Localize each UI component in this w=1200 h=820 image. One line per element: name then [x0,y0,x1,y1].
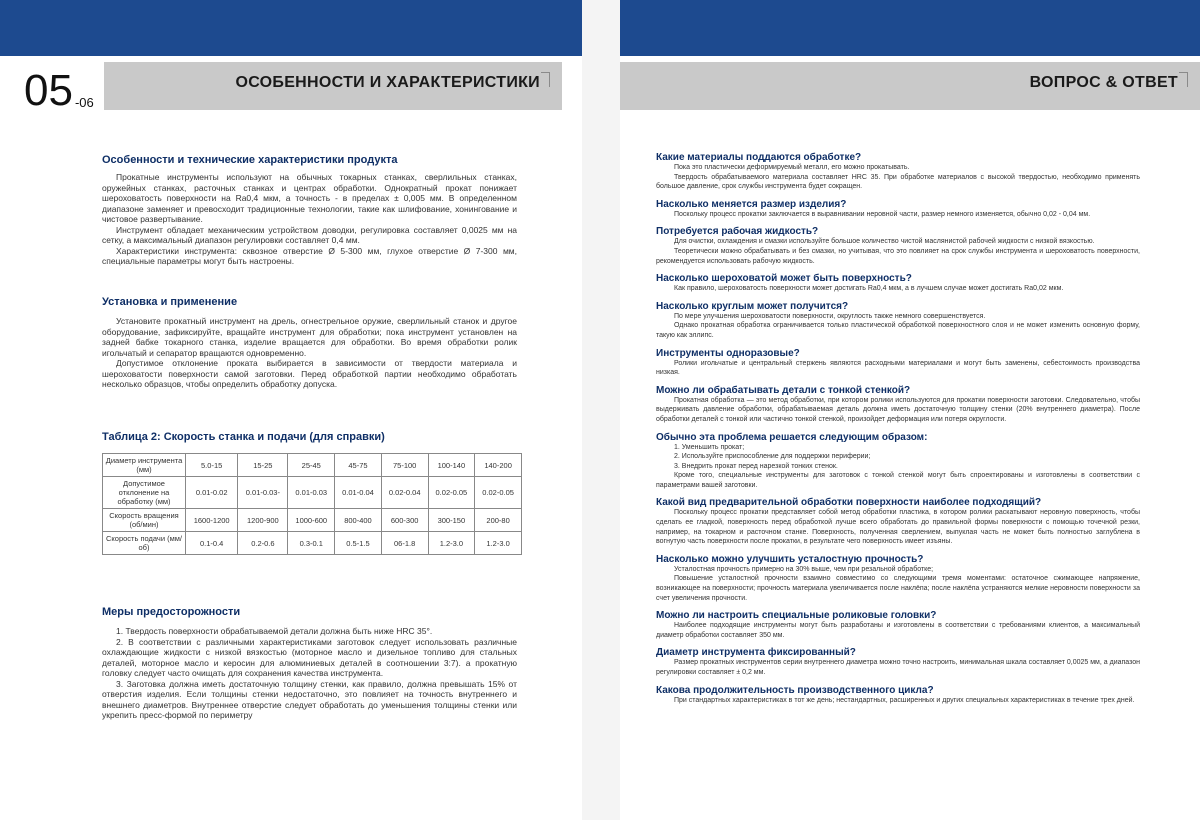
qa-item [656,385,1140,425]
qa-item [656,610,1140,640]
table-cell: 75-100 [381,454,428,477]
qa-answer: Повышение усталостной прочности взаимно совместимо со следующими тремя моментами: остаточное сжимающее напряжение, возникающее на поверхности; прочность материала увеличивается после наклёпа; после наклёпа устраняются мелкие неровности поверхности за счет увеличения прочности. [656,575,1140,602]
qa-question: Какова продолжительность производственного цикла? [656,684,934,696]
table-cell: 600-300 [381,509,428,532]
qa-item [656,432,1140,491]
table-cell: 800-400 [335,509,382,532]
qa-item [656,301,1140,341]
table-cell: 1000-600 [288,509,335,532]
table-row-label: Скорость подачи (мм/об) [103,532,186,555]
table-row [103,509,522,532]
table-cell: 0.02-0.05 [428,477,475,509]
precautions-p3: 3. Заготовка должна иметь достаточную толщину стенки, как правило, должна превышать 15% от отверстия изделия. Если толщины стенки недостаточно, это повлияет на точность внутреннего и внешнего диаметров. Внутреннее отверстие следует обработать до уменьшения толщины стенки или укрепить пресс-формой по периметру [102,678,517,720]
qa-item [656,647,1140,677]
table-row-label: Скорость вращения (об/мин) [103,509,186,532]
left-page [0,0,582,820]
qa-answer: Однако прокатная обработка ограничивается только пластической обработкой поверхностного слоя и не может изменить основную форму, такую как эллипс. [656,322,1140,339]
qa-answer: Прокатная обработка — это метод обработки, при котором ролики используются для прокатки поверхности заготовки. Следовательно, чтобы выдерживать давление обработки, обрабатываемая деталь должна иметь достаточную толщину стенки (20% внутреннего диаметра). После обработки деталей с тонкой или частично тонкой стенкой, произойдет деформация или потеря округлости. [656,396,1140,423]
table-cell: 15-25 [238,454,288,477]
table-cell: 1200-900 [238,509,288,532]
table-cell: 5.0-15 [186,454,238,477]
qa-question: Какие материалы поддаются обработке? [656,152,862,163]
features-section [102,154,517,267]
qa-list [656,152,1140,712]
qa-item [656,226,1140,266]
page-number [24,66,94,116]
table-cell: 300-150 [428,509,475,532]
qa-title: ВОПРОС & ОТВЕТ [1029,74,1178,91]
features-p1: Прокатные инструменты используют на обычных токарных станках, сверлильных станках, оружейных станках, расточных станках и центрах обработки. Однократный прокат понижает шероховатость поверхности на Ra0,4 мкм, а точность - в пределах ± 0,005 мм. В определенном диапазоне заменяет и превосходит традиционные технологии, такие как шлифование, хонингование и чистовое развертывание. [102,172,517,224]
table-cell: 0.01-0.03 [288,477,335,509]
installation-p2: Допустимое отклонение проката выбирается в зависимости от твердости материала и шероховатости поверхности самой заготовки. Перед обработкой партии необходимо обработать несколько образцов, чтобы определить обработку допуска. [102,358,517,389]
qa-question: Можно ли обрабатывать детали с тонкой стенкой? [656,384,911,396]
precautions-section [102,606,517,721]
table-cell: 0.1-0.4 [186,532,238,555]
features-p3: Характеристики инструмента: сквозное отверстие Ø 5-300 мм, глухое отверстие Ø 7-300 мм, специальные параметры могут быть настроены. [102,245,517,266]
qa-answer: Для очистки, охлаждения и смазки используйте большое количество чистой маслянистой рабочей жидкости с низкой вязкостью. [674,238,1095,246]
qa-item [656,273,1140,294]
table-cell: 25-45 [288,454,335,477]
section-header-bar [104,62,562,110]
installation-section [102,296,517,390]
table-row [103,532,522,555]
qa-answer: Ролики игольчатые и центральный стержень являются расходными материалами и могут быть заменены, себестоимость производства низкая. [656,359,1140,377]
qa-item [656,348,1140,378]
qa-answer: Твердость обрабатываемого материала составляет HRC 35. При обработке материалов с высокой твердостью, необходимо применять большое давление, срок службы инструмента будет сокращен. [656,173,1140,191]
corner-mark-icon [541,72,550,87]
table-cell: 200-80 [475,509,522,532]
table-row [103,454,522,477]
features-p2: Инструмент обладает механическим устройством доводки, регулировка составляет 0,0025 мм на сетку, а максимальный диапазон регулировки составляет 0,4 мм. [102,224,517,245]
table-cell: 0.01-0.02 [186,477,238,509]
qa-question: Можно ли настроить специальные роликовые головки? [656,610,937,622]
speed-table-section [102,431,517,555]
qa-question: Насколько круглым может получится? [656,300,849,312]
table-cell: 0.02-0.04 [381,477,428,509]
table-cell: 100-140 [428,454,475,477]
qa-question: Потребуется рабочая жидкость? [656,226,819,238]
table-cell: 1.2-3.0 [475,532,522,555]
table-cell: 1600-1200 [186,509,238,532]
qa-question: Насколько шероховатой может быть поверхность? [656,273,912,285]
qa-answer: Теоретически можно обрабатывать и без смазки, но учитывая, что это повлияет на срок службы инструмента и шероховатость поверхности, рекомендуется использовать рабочую жидкость. [656,247,1140,265]
installation-heading: Установка и применение [102,296,238,308]
table-cell: 0.01-0.04 [335,477,382,509]
qa-question: Диаметр инструмента фиксированный? [656,647,856,659]
qa-answer: 3. Внедрить прокат перед нарезкой тонких стенок. [674,462,838,470]
section-title: ОСОБЕННОСТИ И ХАРАКТЕРИСТИКИ [235,74,540,91]
corner-mark-icon [1179,72,1188,87]
top-color-bar-right [620,0,1200,56]
qa-question: Инструменты одноразовые? [656,347,800,359]
qa-answer: Усталостная прочность примерно на 30% выше, чем при резальной обработке; [674,565,934,573]
qa-answer: Наиболее подходящие инструменты могут быть разработаны и изготовлены в соответствии с требованиями клиентов, а максимальный диаметр обработки составляет 350 мм. [656,622,1140,639]
qa-question: Какой вид предварительной обработки поверхности наиболее подходящий? [656,497,1042,509]
page-gutter [582,0,620,820]
table-row-label: Допустимое отклонение на обработку (мм) [103,477,186,509]
qa-answer: Кроме того, специальные инструменты для заготовок с тонкой стенкой могут быть спроектированы и изготовлены в соответствии с параметрами вашей заготовки. [656,472,1140,489]
qa-answer: Пока это пластически деформируемый металл, его можно прокатывать. [674,164,910,171]
table-cell: 140-200 [475,454,522,477]
table-cell: 0.5-1.5 [335,532,382,555]
qa-question: Обычно эта проблема решается следующим образом: [656,431,928,443]
table-cell: 06-1.8 [381,532,428,555]
qa-answer: Размер прокатных инструментов серии внутреннего диаметра можно точно настроить, минимальная шкала составляет 0,0025 мм, а диапазон регулировки составляет ± 0,2 мм. [656,659,1140,676]
qa-item [656,199,1140,220]
precautions-p2: 2. В соответствии с различными характеристиками заготовок следует использовать различные охлаждающие жидкости с низкой вязкостью (моторное масло и дизельное топливо для стальных деталей, моторное масло и керосин для алюминиевых деталей в соотношении 3:7). а прокатную головку следует часто очищать для сохранения качества инструмента. [102,636,517,678]
qa-item [656,685,1140,706]
top-color-bar [0,0,582,56]
qa-item [656,497,1140,546]
qa-item [656,152,1140,192]
qa-answer: Как правило, шероховатость поверхности может достигать Ra0,4 мкм, а в лучшем случае может достигать Ra0,02 мкм. [674,285,1064,293]
table-cell: 0.2-0.6 [238,532,288,555]
qa-answer: При стандартных характеристиках в тот же день; нестандартных, расширенных и других специальных характеристиках в течение трех дней. [674,696,1135,704]
table-cell: 0.3-0.1 [288,532,335,555]
table-row-label: Диаметр инструмента (мм) [103,454,186,477]
speed-table [102,453,522,555]
table-cell: 1.2-3.0 [428,532,475,555]
table-cell: 0.02-0.05 [475,477,522,509]
qa-answer: По мере улучшения шероховатости поверхности, округлость также немного совершенствуется. [674,312,986,320]
qa-question: Насколько меняется размер изделия? [656,198,847,210]
qa-answer: Поскольку процесс прокатки заключается в выравнивании неровной части, размер немного изменяется, обычно 0,02 - 0,04 мм. [674,210,1091,218]
qa-item [656,554,1140,603]
qa-answer: 2. Используйте приспособление для поддержки периферии; [674,453,871,461]
qa-question: Насколько можно улучшить усталостную прочность? [656,553,924,565]
precautions-p1: 1. Твердость поверхности обрабатываемой детали должна быть ниже HRC 35°. [116,626,433,636]
table-title: Таблица 2: Скорость станка и подачи (для справки) [102,431,385,443]
right-page [620,0,1200,820]
table-cell: 45-75 [335,454,382,477]
precautions-heading: Меры предосторожности [102,606,241,618]
page-number-main: 05 [24,66,73,115]
page-number-sub: -06 [74,95,94,110]
installation-p1: Установите прокатный инструмент на дрель, огнестрельное оружие, сверлильный станок и другое оборудование, зафиксируйте, вращайте инструмент для обработки; пока инструмент установлен на задней бабке токарного станка, изделие вращается для обработки. Во время обработки ролик игольчатый и сепаратор вращаются одновременно. [102,316,517,358]
qa-header-bar [620,62,1200,110]
table-cell: 0.01-0.03- [238,477,288,509]
table-row [103,477,522,509]
qa-answer: Поскольку процесс прокатки представляет собой метод обработки пластика, в котором ролики раскатывают неровную поверхность, чтобы сделать ее гладкой, поверхность перед обработкой лучше всего обработать до правильной формы поверхности с помощью точечной резки, например, на токарном и расточном станке. Поверхность, полученная сверлением, выпуклая часть не может быть полностью заглублена в вогнутую часть поверхности после прокатки, в результате чего поверхность имеет изъяны. [656,509,1140,546]
features-heading: Особенности и технические характеристики продукта [102,154,398,166]
qa-answer: 1. Уменьшить прокат; [674,443,745,451]
